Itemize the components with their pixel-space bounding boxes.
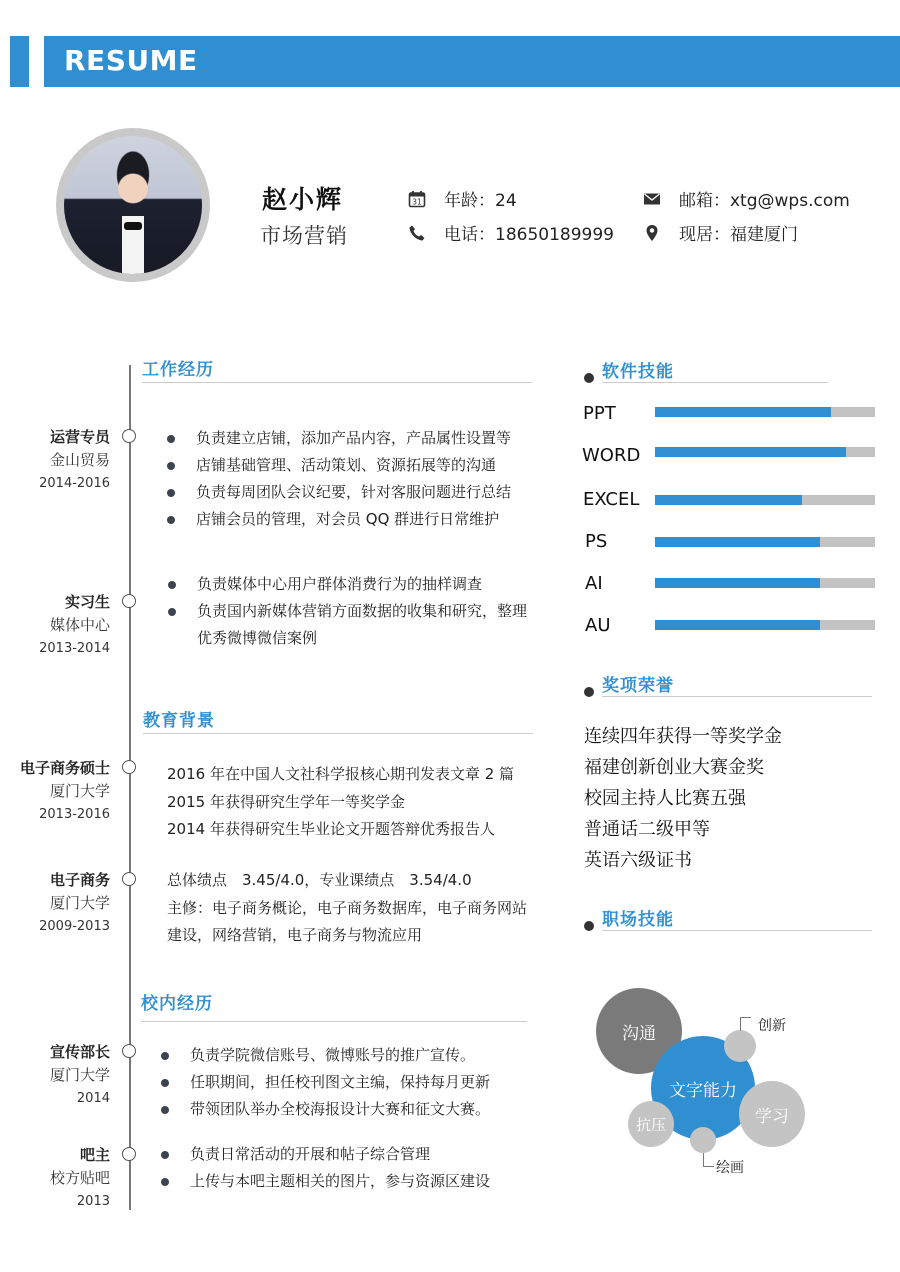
work-entry-1-bullets [166, 425, 511, 533]
banner-accent [10, 36, 29, 87]
section-title-awards: 奖项荣誉 [602, 676, 674, 696]
skill-bar-fill [655, 537, 820, 547]
email-text: 邮箱：xtg@wps.com [679, 191, 850, 211]
timeline-line [129, 365, 131, 1210]
campus-entry-1-bullets [160, 1042, 490, 1123]
skill-bar [655, 537, 875, 547]
degree-title: 电子商务硕士 [19, 759, 110, 777]
work-entry-1-label [0, 426, 110, 495]
phone-text: 电话：18650189999 [444, 225, 614, 245]
person-role: 市场营销 [260, 224, 348, 248]
list-item: 带领团队举办全校海报设计大赛和征文大赛。 [160, 1096, 490, 1123]
skill-name: PPT [583, 403, 616, 424]
ability-bubble-center: 文字能力 [651, 1036, 755, 1140]
ability-label-chuangxin: 创新 [758, 1018, 786, 1034]
skill-name: AI [585, 573, 603, 594]
info-age [408, 186, 517, 211]
position-org: 校方贴吧 [49, 1169, 110, 1187]
awards-list [584, 721, 782, 876]
campus-entry-2-bullets [160, 1141, 490, 1195]
skill-name: PS [585, 531, 608, 552]
work-entry-2-bullets [167, 571, 537, 652]
section-divider [143, 733, 533, 734]
section-bullet [584, 687, 594, 697]
award-item: 英语六级证书 [584, 850, 692, 871]
list-item: 任职期间，担任校刊图文主编，保持每月更新 [160, 1069, 490, 1096]
section-divider [142, 382, 532, 383]
ability-bubble-huihua [690, 1127, 716, 1153]
section-divider [141, 1021, 527, 1022]
section-title-abilities: 职场技能 [602, 910, 674, 930]
edu-line: 总体绩点 3.45/4.0，专业课绩点 3.54/4.0 [167, 871, 472, 889]
campus-entry-1-label [0, 1041, 110, 1110]
timeline-node [122, 429, 136, 443]
section-divider [602, 930, 872, 931]
edu-line: 主修：电子商务概论，电子商务数据库，电子商务网站建设，网络营销，电子商务与物流应用 [167, 898, 528, 944]
section-divider [602, 382, 828, 383]
edu-period: 2013-2016 [39, 807, 110, 822]
school-name: 厦门大学 [49, 894, 110, 912]
edu-entry-2-label [0, 869, 110, 938]
mail-icon [643, 190, 661, 208]
position-title: 宣传部长 [49, 1043, 110, 1061]
skill-bar [655, 578, 875, 588]
edu-period: 2009-2013 [39, 919, 110, 934]
person-name: 赵小辉 [262, 185, 344, 214]
ability-bubble-chuangxin [724, 1030, 756, 1062]
ability-label-huihua: 绘画 [716, 1160, 744, 1176]
school-name: 厦门大学 [49, 782, 110, 800]
section-title-skills: 软件技能 [602, 362, 674, 382]
list-item: 负责建立店铺，添加产品内容，产品属性设置等 [166, 425, 511, 452]
edu-entry-1-label [0, 757, 110, 826]
leader-line [703, 1153, 714, 1167]
list-item: 负责媒体中心用户群体消费行为的抽样调查 [167, 571, 537, 598]
section-title-campus: 校内经历 [141, 994, 213, 1014]
position-org: 厦门大学 [49, 1066, 110, 1084]
skill-bar-fill [655, 495, 802, 505]
position-title: 吧主 [79, 1146, 110, 1164]
position-period: 2013 [76, 1194, 110, 1209]
position-period: 2014 [76, 1091, 110, 1106]
skill-name: EXCEL [583, 489, 640, 510]
skill-bar [655, 407, 875, 417]
skill-bar-fill [655, 578, 820, 588]
timeline-node [122, 1044, 136, 1058]
edu-entry-1-details [167, 761, 537, 844]
info-location [643, 220, 798, 245]
job-period: 2014-2016 [39, 476, 110, 491]
phone-icon [408, 224, 426, 242]
edu-line: 2014 年获得研究生毕业论文开题答辩优秀报告人 [167, 820, 495, 838]
ability-bubble-kangya: 抗压 [628, 1101, 674, 1147]
age-text: 年龄：24 [444, 191, 517, 211]
location-pin-icon [643, 224, 661, 242]
skill-name: AU [585, 615, 611, 636]
job-title: 实习生 [64, 593, 110, 611]
job-period: 2013-2014 [39, 641, 110, 656]
award-item: 连续四年获得一等奖学金 [584, 726, 782, 747]
skill-bar-fill [655, 407, 831, 417]
ability-bubble-goutong: 沟通 [596, 988, 682, 1074]
calendar-icon [408, 190, 426, 208]
award-item: 福建创新创业大赛金奖 [584, 757, 764, 778]
section-title-education: 教育背景 [143, 711, 215, 731]
job-title: 运营专员 [49, 428, 110, 446]
list-item: 负责日常活动的开展和帖子综合管理 [160, 1141, 490, 1168]
location-text: 现居：福建厦门 [679, 225, 798, 245]
timeline-node [122, 760, 136, 774]
timeline-node [122, 1147, 136, 1161]
skill-bar-fill [655, 447, 846, 457]
section-bullet [584, 921, 594, 931]
job-org: 金山贸易 [49, 451, 110, 469]
edu-line: 2016 年在中国人文社科学报核心期刊发表文章 2 篇 [167, 765, 515, 783]
job-org: 媒体中心 [49, 616, 110, 634]
info-phone [408, 220, 614, 245]
resume-title: RESUME [64, 44, 198, 77]
skill-bar-fill [655, 620, 820, 630]
list-item: 负责学院微信账号、微博账号的推广宣传。 [160, 1042, 490, 1069]
work-entry-2-label [0, 591, 110, 660]
skill-name: WORD [582, 445, 641, 466]
list-item: 店铺会员的管理，对会员 QQ 群进行日常维护 [166, 506, 511, 533]
skill-bar [655, 495, 875, 505]
section-bullet [584, 373, 594, 383]
ability-bubble-xuexi: 学习 [739, 1081, 805, 1147]
list-item: 店铺基础管理、活动策划、资源拓展等的沟通 [166, 452, 511, 479]
award-item: 普通话二级甲等 [584, 819, 710, 840]
info-email [643, 186, 850, 211]
list-item: 负责每周团队会议纪要，针对客服问题进行总结 [166, 479, 511, 506]
degree-title: 电子商务 [49, 871, 110, 889]
leader-line [740, 1017, 751, 1031]
timeline-node [122, 872, 136, 886]
campus-entry-2-label [0, 1144, 110, 1213]
avatar [64, 136, 202, 274]
section-divider [602, 696, 872, 697]
section-title-work: 工作经历 [142, 360, 214, 380]
list-item: 上传与本吧主题相关的图片，参与资源区建设 [160, 1168, 490, 1195]
skill-bar [655, 447, 875, 457]
skill-bar [655, 620, 875, 630]
list-item: 负责国内新媒体营销方面数据的收集和研究，整理优秀微博微信案例 [167, 598, 537, 652]
timeline-node [122, 594, 136, 608]
edu-line: 2015 年获得研究生学年一等奖学金 [167, 792, 405, 811]
edu-entry-2-details [167, 867, 537, 950]
svg-text:31: 31 [412, 197, 422, 206]
award-item: 校园主持人比赛五强 [584, 788, 746, 809]
